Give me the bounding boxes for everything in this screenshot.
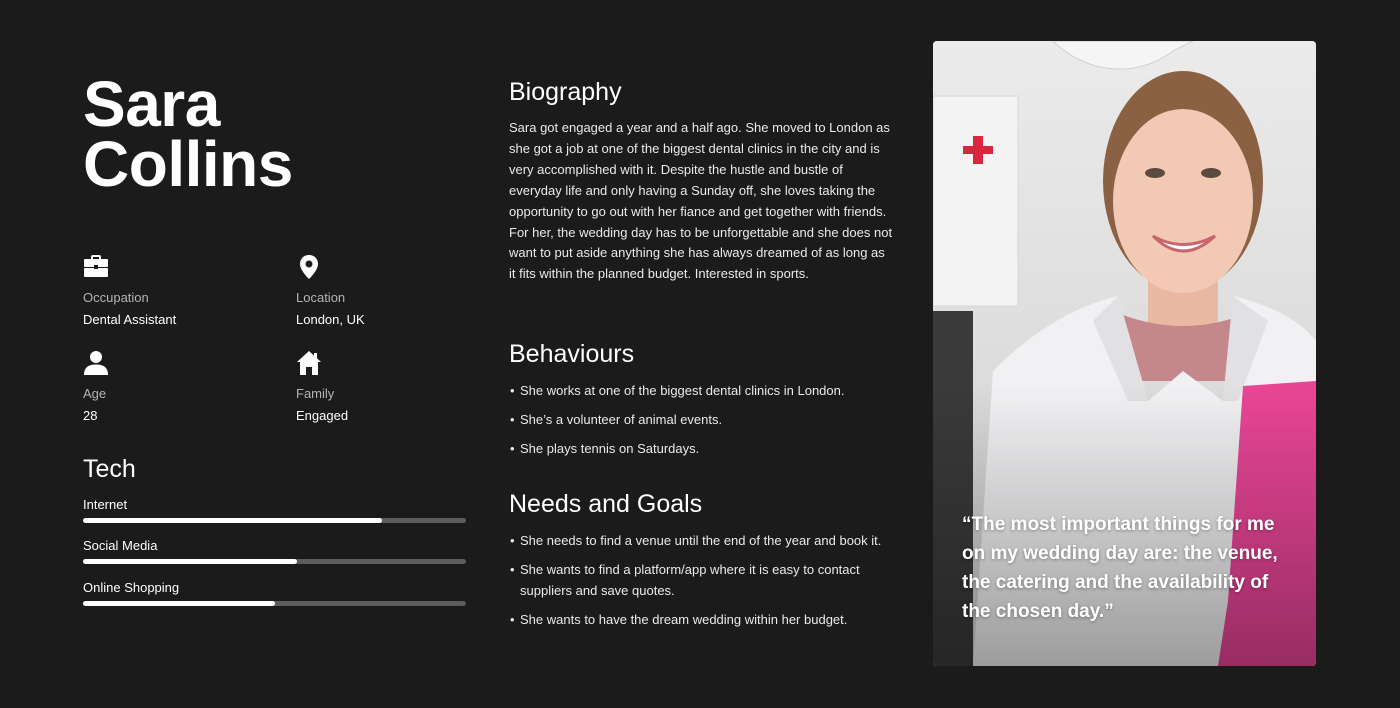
needs-goals-list [509, 530, 894, 630]
quote-text: The most important things for me on my wedding day are: the venue, the catering and the availability of the chosen day. [962, 514, 1278, 622]
family-block [296, 350, 486, 423]
needs-goals-title: Needs and Goals [509, 490, 703, 518]
age-label: Age [83, 386, 107, 401]
list-item: • She wants to find a platform/app where it is easy to contact suppliers and save quotes. [509, 559, 894, 601]
tech-label: Social Media [83, 538, 158, 553]
list-item: • She works at one of the biggest dental clinics in London. [509, 380, 894, 401]
tech-bar-fill [83, 518, 382, 523]
occupation-value: Dental Assistant [83, 312, 177, 327]
last-name: Collins [83, 128, 293, 200]
person-icon [83, 350, 109, 376]
quote-open-mark: “ [962, 514, 972, 535]
tech-bar-fill [83, 601, 275, 606]
biography-text: Sara got engaged a year and a half ago. She moved to London as she got a job at one of the biggest dental clinics in the city and is very accomplished with it. Despite the hustle and bustle of everyday life and only having a Sunday off, she loves taking the opportunity to go out with her fiance and get together with friends. For her, the wedding day has to be unforgettable and she does not want to put aside anything she has always dreamed of as long as it fits within the planned budget. Interested in sports. [509, 120, 893, 282]
persona-quote [962, 510, 1292, 626]
behaviours-list [509, 380, 894, 459]
occupation-block [83, 254, 273, 327]
home-icon [296, 350, 322, 376]
tech-row-social-media [83, 538, 466, 564]
tech-bar [83, 559, 466, 564]
tech-bar-fill [83, 559, 297, 564]
biography-section [509, 76, 894, 285]
occupation-label: Occupation [83, 290, 149, 305]
first-name: Sara [83, 68, 220, 140]
briefcase-icon [83, 254, 109, 280]
list-item: • She’s a volunteer of animal events. [509, 409, 894, 430]
tech-label: Internet [83, 497, 128, 512]
list-item: • She needs to find a venue until the end of the year and book it. [509, 530, 894, 551]
location-label: Location [296, 290, 346, 305]
biography-title: Biography [509, 78, 622, 106]
needs-goals-section [509, 488, 894, 638]
behaviours-title: Behaviours [509, 340, 635, 368]
family-value: Engaged [296, 408, 349, 423]
tech-bar [83, 601, 466, 606]
tech-bar [83, 518, 466, 523]
location-pin-icon [296, 254, 322, 280]
behaviours-section [509, 338, 894, 467]
quote-close-mark: ” [1104, 601, 1114, 622]
age-block [83, 350, 273, 423]
persona-name [83, 68, 293, 200]
tech-row-internet [83, 497, 466, 523]
age-value: 28 [83, 408, 98, 423]
location-block [296, 254, 486, 327]
tech-label: Online Shopping [83, 580, 180, 595]
tech-title: Tech [83, 455, 136, 483]
list-item: • She wants to have the dream wedding within her budget. [509, 609, 894, 630]
list-item: • She plays tennis on Saturdays. [509, 438, 894, 459]
location-value: London, UK [296, 312, 365, 327]
family-label: Family [296, 386, 335, 401]
tech-row-online-shopping [83, 580, 466, 606]
